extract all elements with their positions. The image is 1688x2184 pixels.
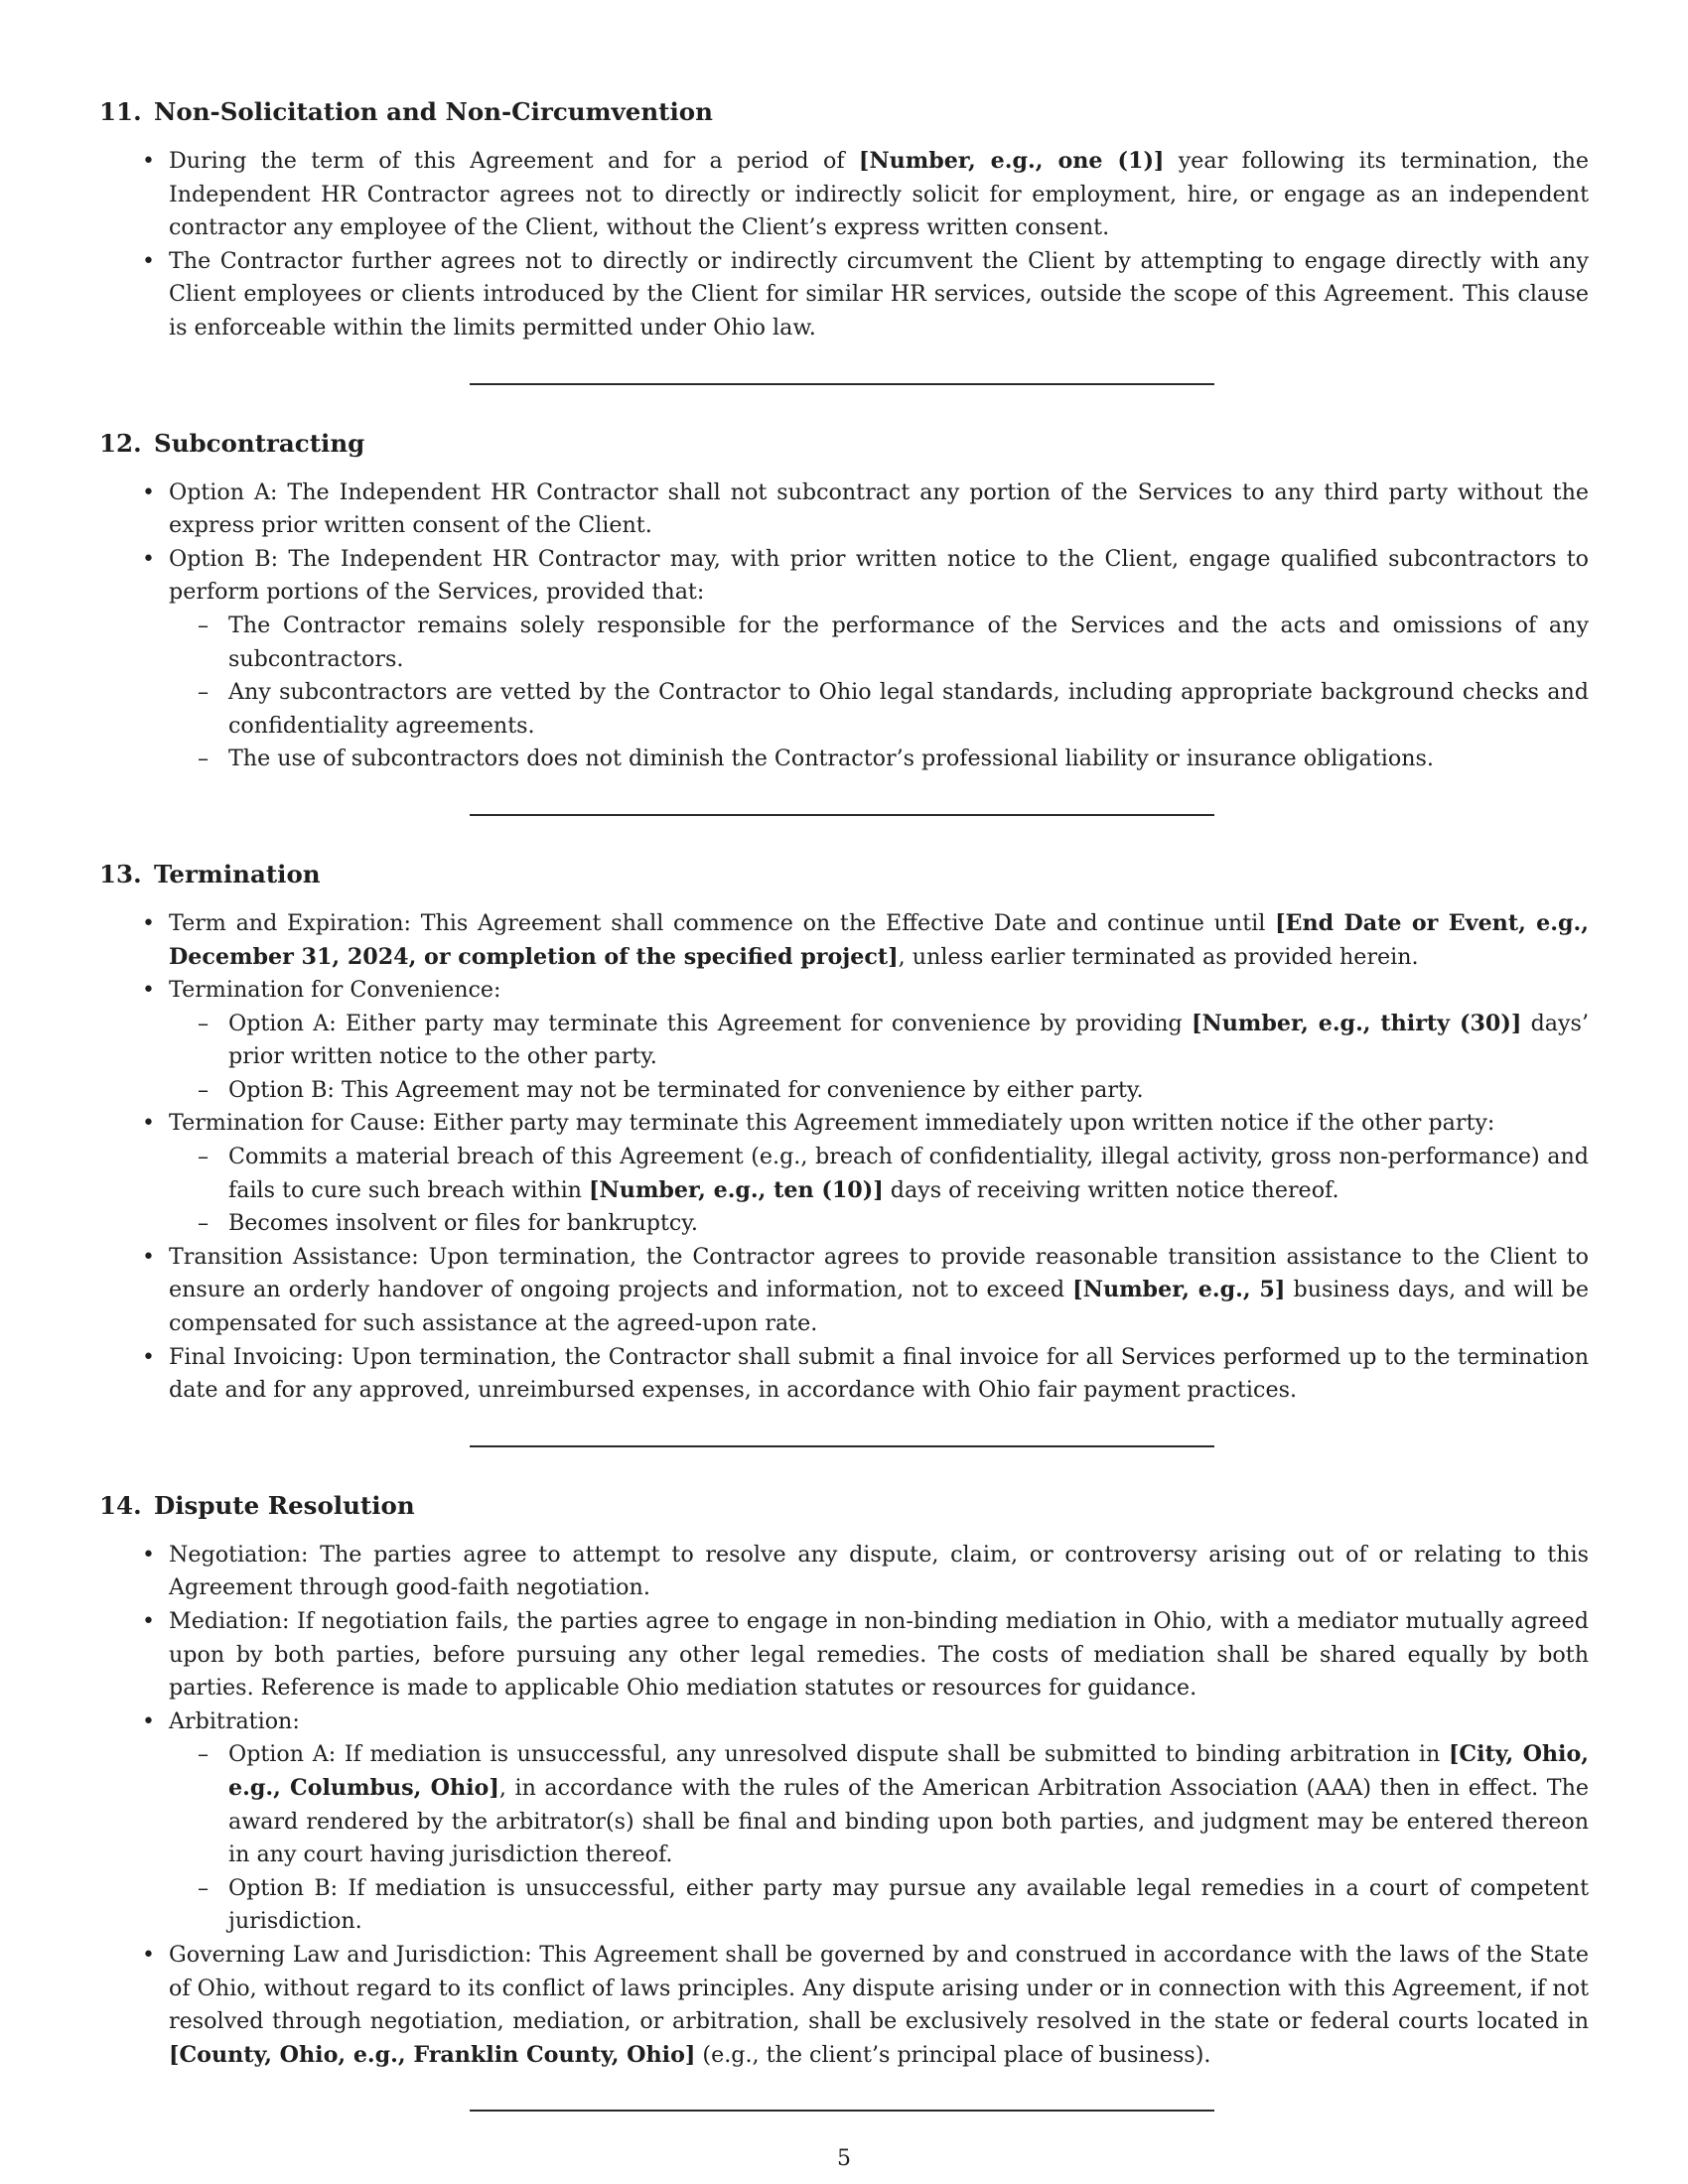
section-number: 12. [99, 428, 142, 458]
section-heading [99, 427, 1589, 461]
placeholder-field: [Number, e.g., 5] [1072, 1277, 1286, 1303]
dash-icon: – [198, 1076, 210, 1103]
item-text: , in accordance with the rules of the American Arbitration Association (AAA) then in effect. The award rendered by the arbitrator(s) shall be final and binding upon both parties, and judgment may be entered thereon in any court having jurisdiction thereof. [228, 1774, 1590, 1868]
bullet-icon: • [142, 1609, 155, 1634]
placeholder-field: [Number, e.g., one (1)] [858, 148, 1165, 174]
placeholder-field: [County, Ohio, e.g., Franklin County, Ohio] [169, 2041, 696, 2068]
section-number: 14. [99, 1490, 142, 1520]
page-number: 5 [837, 2146, 851, 2171]
item-text: Termination for Convenience: [169, 977, 501, 1004]
section-12-subcontracting [99, 427, 1589, 776]
bullet-icon: • [142, 149, 155, 174]
dash-list [198, 1738, 1590, 1939]
bullet-icon: • [142, 248, 155, 274]
section-number: 13. [99, 859, 142, 888]
bullet-icon: • [142, 1111, 155, 1137]
placeholder-field: [Number, e.g., ten (10)] [589, 1176, 884, 1203]
sub-list-item [169, 610, 1589, 676]
section-title: Non-Solicitation and Non-Circumvention [154, 97, 713, 126]
section-14-dispute-resolution [99, 1489, 1589, 2073]
item-text: The Contractor further agrees not to directly or indirectly circumvent the Client by attempting to engage directly with any Client employees or clients introduced by the Client for similar HR services, outside the scope of this Agreement. This clause is enforceable within the limits permitted under Ohio law. [169, 247, 1589, 341]
item-text: business days, and will be compensated for such assistance at the agreed-upon rate. [169, 1277, 1589, 1337]
sub-list-item [169, 743, 1589, 776]
dash-list [198, 1008, 1589, 1108]
dash-icon: – [198, 1874, 210, 1901]
dash-icon: – [198, 612, 210, 638]
sub-list-item [169, 1008, 1589, 1074]
section-divider [470, 383, 1214, 385]
item-text: Option B: If mediation is unsuccessful, either party may pursue any available legal remedies in a court of competent jurisdiction. [228, 1874, 1589, 1935]
section-title: Termination [154, 859, 321, 888]
item-text: Option A: If mediation is unsuccessful, any unresolved dispute shall be submitted to binding arbitration in [228, 1741, 1449, 1768]
dash-list [198, 1141, 1589, 1241]
item-text: Negotiation: The parties agree to attempt to resolve any dispute, claim, or controversy arising out of or relating to this Agreement through good-faith negotiation. [169, 1541, 1589, 1601]
sub-list-item [169, 1872, 1589, 1939]
list-item [99, 477, 1589, 543]
list-item [99, 1706, 1589, 1939]
dash-icon: – [198, 1210, 210, 1237]
item-text: days of receiving written notice thereof. [883, 1176, 1339, 1203]
bullet-icon: • [142, 1542, 155, 1568]
bullet-icon: • [142, 1942, 155, 1968]
item-text: Governing Law and Jurisdiction: This Agreement shall be governed by and construed in accordance with the laws of the State of Ohio, without regard to its conflict of laws principles. Any dispute arising under or in connection with this Agreement, if not resolved through negotiation, mediation, or arbitration, shall be exclusively resolved in the state or federal courts located in [169, 1941, 1589, 2035]
section-divider [470, 2110, 1214, 2112]
list-item [99, 245, 1589, 345]
list-item [99, 145, 1589, 245]
item-text: (e.g., the client’s principal place of business). [695, 2041, 1211, 2068]
dash-icon: – [198, 1741, 210, 1768]
bullet-icon: • [142, 479, 155, 505]
bullet-icon: • [142, 1344, 155, 1370]
item-text: Transition Assistance: Upon termination, the Contractor agrees to provide reasonable transition assistance to the Client to ensure an orderly handover of ongoing projects and information, not to exceed [169, 1243, 1589, 1303]
sub-list-item [169, 1074, 1589, 1108]
list-item [99, 1605, 1589, 1706]
dash-icon: – [198, 1010, 210, 1036]
section-divider [470, 814, 1214, 816]
section-11-non-solicitation [99, 95, 1589, 345]
sub-list-item [169, 1141, 1589, 1207]
item-text: The Contractor remains solely responsible for the performance of the Services and the acts and omissions of any subcontractors. [228, 612, 1589, 672]
sub-list-item [169, 676, 1589, 743]
item-text: Option A: Either party may terminate this Agreement for convenience by providing [228, 1010, 1192, 1036]
dash-icon: – [198, 746, 210, 772]
section-number: 11. [99, 97, 142, 126]
bullet-list [99, 145, 1589, 345]
item-text: Any subcontractors are vetted by the Contractor to Ohio legal standards, including appropriate background checks and confidentiality agreements. [228, 679, 1589, 739]
item-text: Term and Expiration: This Agreement shall commence on the Effective Date and continue until [169, 909, 1276, 936]
list-item [99, 1939, 1589, 2072]
bullet-icon: • [142, 546, 155, 572]
item-text: Arbitration: [169, 1707, 300, 1734]
list-item [99, 543, 1589, 776]
item-text: Termination for Cause: Either party may terminate this Agreement immediately upon written notice if the other party: [169, 1110, 1495, 1137]
item-text: days’ prior written notice to the other party. [228, 1010, 1589, 1070]
section-divider [470, 1445, 1214, 1447]
bullet-list [99, 907, 1589, 1408]
bullet-list [99, 1539, 1589, 2073]
bullet-icon: • [142, 1244, 155, 1270]
placeholder-field: [City, Ohio, e.g., Columbus, Ohio] [228, 1741, 1589, 1801]
item-text: Commits a material breach of this Agreement (e.g., breach of confidentiality, illegal activity, gross non-performance) and fails to cure such breach within [228, 1144, 1589, 1203]
placeholder-field: [End Date or Event, e.g., December 31, 2024, or completion of the specified project] [169, 909, 1589, 970]
section-heading [99, 858, 1589, 891]
document-page [99, 95, 1589, 2153]
section-13-termination [99, 858, 1589, 1408]
list-item [99, 1241, 1589, 1341]
item-text: year following its termination, the Independent HR Contractor agrees not to directly or indirectly solicit for employment, hire, or engage as an independent contractor any employee of the Client, without the Client’s express written consent. [169, 148, 1589, 241]
placeholder-field: [Number, e.g., thirty (30)] [1192, 1010, 1522, 1036]
list-item [99, 1539, 1589, 1605]
bullet-icon: • [142, 1708, 155, 1734]
item-text: Option B: This Agreement may not be terminated for convenience by either party. [228, 1076, 1144, 1103]
dash-list [198, 610, 1589, 776]
item-text: The use of subcontractors does not diminish the Contractor’s professional liability or insurance obligations. [228, 746, 1434, 772]
item-text: Mediation: If negotiation fails, the parties agree to engage in non-binding mediation in Ohio, with a mediator mutually agreed upon by both parties, before pursuing any other legal remedies. The costs of mediation shall be shared equally by both parties. Reference is made to applicable Ohio mediation statutes or resources for guidance. [169, 1608, 1589, 1702]
section-title: Subcontracting [154, 428, 365, 458]
item-text: During the term of this Agreement and for a period of [169, 148, 859, 174]
section-heading [99, 1489, 1589, 1523]
sub-list-item [169, 1738, 1589, 1871]
bullet-icon: • [142, 978, 155, 1004]
item-text: Option B: The Independent HR Contractor may, with prior written notice to the Client, engage qualified subcontractors to perform portions of the Services, provided that: [169, 545, 1589, 606]
bullet-icon: • [142, 910, 155, 936]
list-item [99, 974, 1589, 1107]
list-item [99, 1341, 1589, 1408]
list-item [99, 907, 1589, 974]
item-text: Becomes insolvent or files for bankruptcy. [228, 1210, 698, 1237]
dash-icon: – [198, 1144, 210, 1170]
list-item [99, 1107, 1589, 1240]
bullet-list [99, 477, 1589, 776]
sub-list-item [169, 1207, 1589, 1241]
item-text: Option A: The Independent HR Contractor shall not subcontract any portion of the Services to any third party without the express prior written consent of the Client. [169, 478, 1589, 539]
dash-icon: – [198, 679, 210, 706]
section-title: Dispute Resolution [154, 1490, 415, 1520]
section-heading [99, 95, 1589, 129]
item-text: , unless earlier terminated as provided herein. [898, 943, 1419, 970]
item-text: Final Invoicing: Upon termination, the Contractor shall submit a final invoice for all Services performed up to the termination date and for any approved, unreimbursed expenses, in accordance with Ohio fair payment practices. [169, 1343, 1589, 1404]
